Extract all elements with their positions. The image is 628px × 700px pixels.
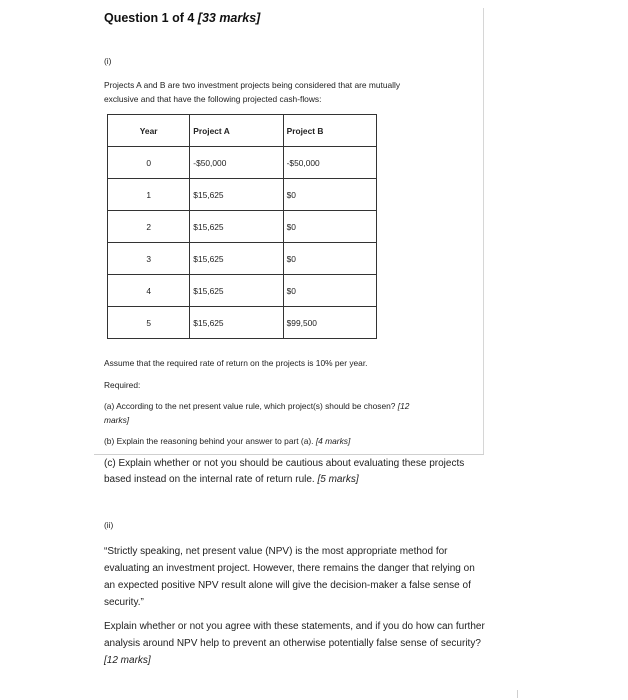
col-header-year: Year [108, 115, 190, 147]
cell-project-b: $0 [283, 211, 376, 243]
task-marks: [12 marks] [104, 655, 151, 666]
table-row [108, 147, 377, 179]
question-number: Question 1 of 4 [104, 11, 195, 25]
question-c-line-1: (c) Explain whether or not you should be cautious about evaluating these projects [104, 458, 465, 469]
table-row [108, 211, 377, 243]
cell-project-b: $99,500 [283, 307, 376, 339]
cell-year: 0 [108, 147, 190, 179]
task-line-1: Explain whether or not you agree with these statements, and if you do how can further [104, 621, 485, 632]
question-a-line-1 [104, 399, 409, 413]
question-title [104, 11, 260, 25]
question-b-text: (b) Explain the reasoning behind your answer to part (a). [104, 436, 314, 446]
page-edge-tick [517, 690, 518, 698]
cell-project-b: $0 [283, 243, 376, 275]
intro-line-2: exclusive and that have the following projected cash-flows: [104, 94, 322, 104]
required-label: Required: [104, 380, 141, 390]
question-c-marks: [5 marks] [317, 474, 359, 485]
intro-line-1: Projects A and B are two investment projects being considered that are mutually [104, 80, 401, 90]
question-b [104, 434, 350, 448]
page-edge-right [483, 8, 484, 455]
quote-line-3: an expected positive NPV result alone will give the decision-maker a false sense of [104, 580, 471, 591]
cell-year: 5 [108, 307, 190, 339]
cell-project-a: $15,625 [190, 243, 283, 275]
question-c-text: based instead on the internal rate of return rule. [104, 474, 315, 485]
cell-project-a: $15,625 [190, 211, 283, 243]
table-header-row [108, 115, 377, 147]
cell-project-a: $15,625 [190, 307, 283, 339]
table-row [108, 179, 377, 211]
question-marks: [33 marks] [197, 11, 261, 25]
task-line-2: analysis around NPV help to prevent an otherwise potentially false sense of security? [104, 638, 481, 649]
col-header-project-a: Project A [190, 115, 283, 147]
part-ii-label: (ii) [104, 520, 114, 530]
table-row [108, 307, 377, 339]
cell-project-b: -$50,000 [283, 147, 376, 179]
quote-line-1: “Strictly speaking, net present value (NPV) is the most appropriate method for [104, 546, 448, 557]
question-a-text: (a) According to the net present value rule, which project(s) should be chosen? [104, 401, 396, 411]
cash-flow-table [107, 114, 377, 339]
quote-line-4: security.” [104, 597, 144, 608]
assumption-text: Assume that the required rate of return on the projects is 10% per year. [104, 358, 368, 368]
table-row [108, 275, 377, 307]
table-row [108, 243, 377, 275]
question-a-marks: [12 [397, 401, 410, 411]
cell-project-a: $15,625 [190, 179, 283, 211]
cell-year: 3 [108, 243, 190, 275]
question-b-marks: [4 marks] [315, 436, 351, 446]
cell-year: 4 [108, 275, 190, 307]
question-a-marks-cont: marks] [104, 415, 130, 425]
part-i-label: (i) [104, 56, 112, 66]
question-c-line-2 [104, 471, 359, 488]
col-header-project-b: Project B [283, 115, 376, 147]
cell-project-b: $0 [283, 179, 376, 211]
quote-line-2: evaluating an investment project. However, there remains the danger that relying on [104, 563, 475, 574]
cell-project-a: -$50,000 [190, 147, 283, 179]
cell-project-b: $0 [283, 275, 376, 307]
cell-year: 1 [108, 179, 190, 211]
cell-project-a: $15,625 [190, 275, 283, 307]
cell-year: 2 [108, 211, 190, 243]
